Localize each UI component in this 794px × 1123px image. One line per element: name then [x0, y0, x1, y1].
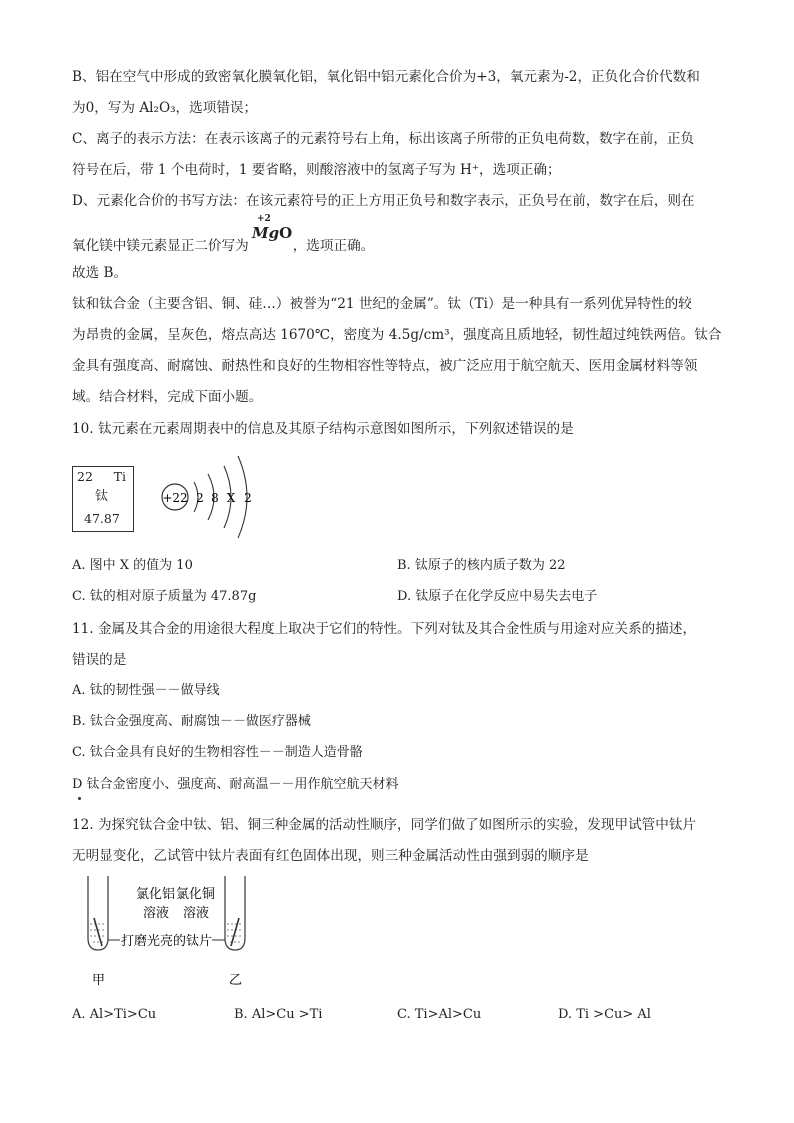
q11-option-d: D 钛合金密度小、强度高、耐高温－－用作航空航天材料 [72, 777, 399, 792]
q10-option-c: C. 钛的相对原子质量为 47.87g [72, 589, 257, 604]
question-11-stem: 错误的是 [72, 652, 127, 668]
question-10-stem: 10. 钛元素在元素周期表中的信息及其原子结构示意图如图所示，下列叙述错误的是 [72, 421, 574, 437]
valence-element: Mg [252, 224, 280, 242]
text-line: C、离子的表示方法：在表示该离子的元素符号右上角，标出该离子所带的正负电荷数，数字在前，正负 [72, 131, 695, 147]
nucleus-charge: +22 [162, 491, 188, 505]
q11-option-b: B. 钛合金强度高、耐腐蚀－－做医疗器械 [72, 714, 311, 729]
text-span: 氧化镁中镁元素显正二价写为 [72, 238, 249, 254]
test-tube-experiment-figure [80, 872, 260, 994]
text-line: 故选 B。 [72, 265, 128, 281]
left-solution-label: 溶液 [143, 906, 170, 921]
tube-label-jia: 甲 [92, 973, 106, 988]
q10-option-a: A. 图中 X 的值为 10 [72, 558, 193, 573]
q12-option-b: B. Al>Cu >Ti [234, 1007, 323, 1022]
valence-charge: +2 [257, 214, 271, 224]
text-line: 为0，写为 Al₂O₃，选项错误； [72, 100, 258, 116]
strip-label: 打磨光亮的钛片 [121, 934, 213, 949]
tube-label-yi: 乙 [229, 973, 243, 988]
test-tube-right [225, 876, 245, 950]
text-line: 域。结合材料，完成下面小题。 [72, 389, 263, 405]
q12-option-d: D. Ti >Cu> Al [558, 1007, 651, 1022]
q11-option-c: C. 钛合金具有良好的生物相容性－－制造人造骨骼 [72, 745, 363, 760]
element-name: 钛 [95, 489, 109, 504]
question-11-stem: 11. 金属及其合金的用途很大程度上取决于它们的特性。下列对钛及其合金性质与用途对应关系的描述， [72, 621, 697, 637]
element-symbol: Ti [113, 469, 126, 484]
periodic-table-cell [72, 466, 134, 532]
valence-notation [252, 214, 293, 242]
text-span: ，选项正确。 [292, 238, 375, 254]
q12-option-a: A. Al>Ti>Cu [72, 1007, 157, 1022]
right-solution-label: 溶液 [183, 906, 210, 921]
text-line: 金具有强度高、耐腐蚀、耐热性和良好的生物相容性等特点，被广泛应用于航空航天、医用金属材料等领 [72, 358, 698, 374]
text-line: 符号在后，带 1 个电荷时，1 要省略，则酸溶液中的氢离子写为 H⁺，选项正确； [72, 162, 561, 178]
q10-option-d: D. 钛原子在化学反应中易失去电子 [397, 589, 598, 604]
atomic-mass: 47.87 [84, 511, 120, 526]
atomic-number: 22 [77, 469, 93, 484]
shell-electron-count: 8 [211, 491, 219, 505]
question-12-stem: 12. 为探究钛合金中钛、铝、铜三种金属的活动性顺序，同学们做了如图所示的实验，发现甲试管中钛片 [72, 817, 697, 833]
shell-electron-count: 2 [244, 491, 252, 505]
left-solution-label: 氯化铝 [136, 887, 176, 902]
valence-rest: O [279, 224, 293, 242]
shell-electron-count: X [226, 491, 236, 505]
shell-electron-count: 2 [196, 491, 204, 505]
q10-option-b: B. 钛原子的核内质子数为 22 [397, 558, 566, 573]
stray-dot [78, 797, 81, 800]
question-12-stem: 无明显变化，乙试管中钛片表面有红色固体出现，则三种金属活动性由强到弱的顺序是 [72, 848, 589, 864]
text-line: D、元素化合价的书写方法：在该元素符号的正上方用正负号和数字表示，正负号在前，数字在后，则在 [72, 193, 695, 209]
text-line [72, 236, 374, 256]
q11-option-a: A. 钛的韧性强－－做导线 [72, 683, 220, 698]
right-solution-label: 氯化铜 [176, 887, 216, 902]
text-line: 为昂贵的金属，呈灰色，熔点高达 1670℃，密度为 4.5g/cm³，强度高且质地轻，韧性超过纯铁两倍。钛合 [72, 327, 722, 343]
text-line: B、铝在空气中形成的致密氧化膜氧化铝，氧化铝中铝元素化合价为+3，氧元素为-2，正负化合价代数和 [72, 69, 700, 85]
test-tube-left [88, 876, 108, 950]
text-line: 钛和钛合金（主要含铝、铜、硅…）被誉为“21 世纪的金属”。钛（Ti）是一种具有一系列优异特性的较 [72, 296, 692, 312]
atom-structure-diagram [150, 450, 270, 550]
q12-option-c: C. Ti>Al>Cu [397, 1007, 482, 1022]
